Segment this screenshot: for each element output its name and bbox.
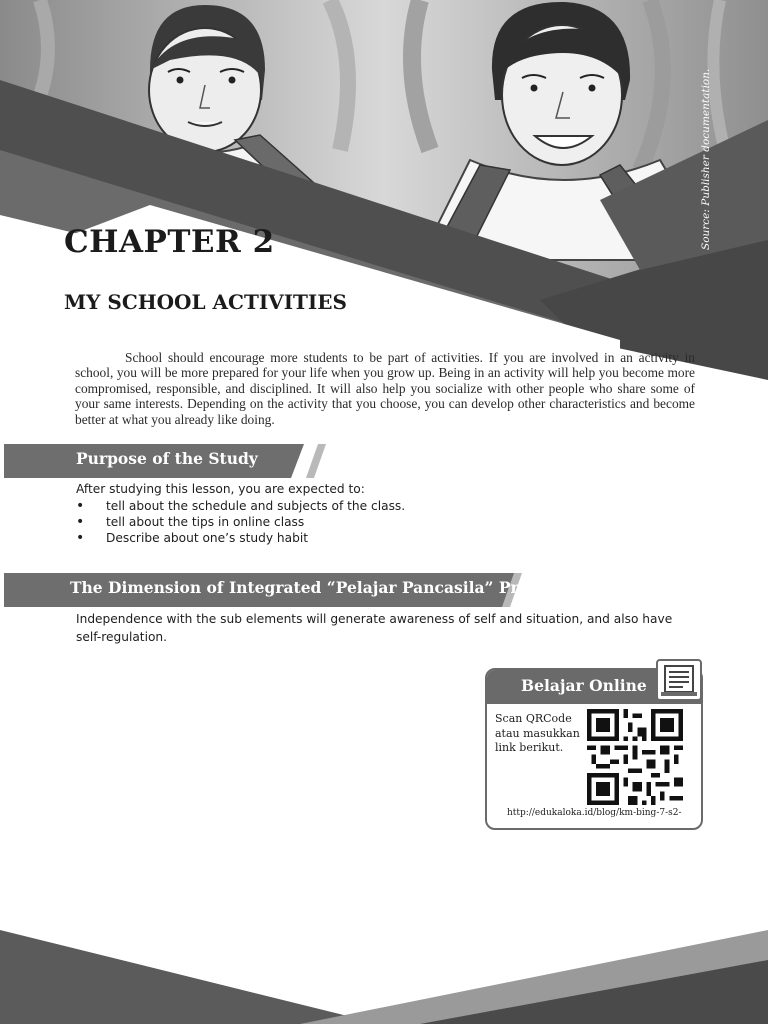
purpose-list xyxy=(76,498,405,546)
qr-code[interactable] xyxy=(583,709,687,805)
footer-decoration xyxy=(0,880,768,1024)
list-item: • tell about the tips in online class xyxy=(76,514,405,530)
belajar-online-link[interactable]: http://edukaloka.id/blog/km-bing-7-s2- xyxy=(507,808,682,818)
purpose-banner-stripe xyxy=(306,444,326,478)
purpose-lead: After studying this lesson, you are expected to: xyxy=(76,482,365,496)
source-credit: Source: Publisher documentation. xyxy=(700,68,712,250)
belajar-online-title: Belajar Online xyxy=(521,676,647,695)
purpose-heading: Purpose of the Study xyxy=(76,449,258,468)
document-icon xyxy=(655,658,703,702)
chapter-title: MY SCHOOL ACTIVITIES xyxy=(64,290,347,314)
chapter-label: CHAPTER 2 xyxy=(64,224,275,260)
purpose-banner xyxy=(0,444,330,478)
dimension-banner xyxy=(0,573,557,607)
dimension-text: Independence with the sub elements will generate awareness of self and situation, and also have self-regulation. xyxy=(76,612,673,644)
list-item: • Describe about one’s study habit xyxy=(76,530,405,546)
students-illustration xyxy=(0,0,768,400)
intro-paragraph: School should encourage more students to be part of activities. If you are involved in an activity in school, you will be more prepared for your life when you grow up. Being in an activity will help you become more compromised, responsible, and disciplined. It will also help you socialize with other people who share some of your same interests. Depending on the activity that you choose, you can develop other characteristics and become better at what you already like doing. xyxy=(75,350,695,427)
chapter-header-illustration xyxy=(0,0,768,400)
list-item: • tell about the schedule and subjects of the class. xyxy=(76,498,405,514)
belajar-online-description: Scan QRCode atau masukkan link berikut. xyxy=(495,712,580,754)
dimension-heading: The Dimension of Integrated “Pelajar Pancasila” Profile xyxy=(70,578,557,597)
